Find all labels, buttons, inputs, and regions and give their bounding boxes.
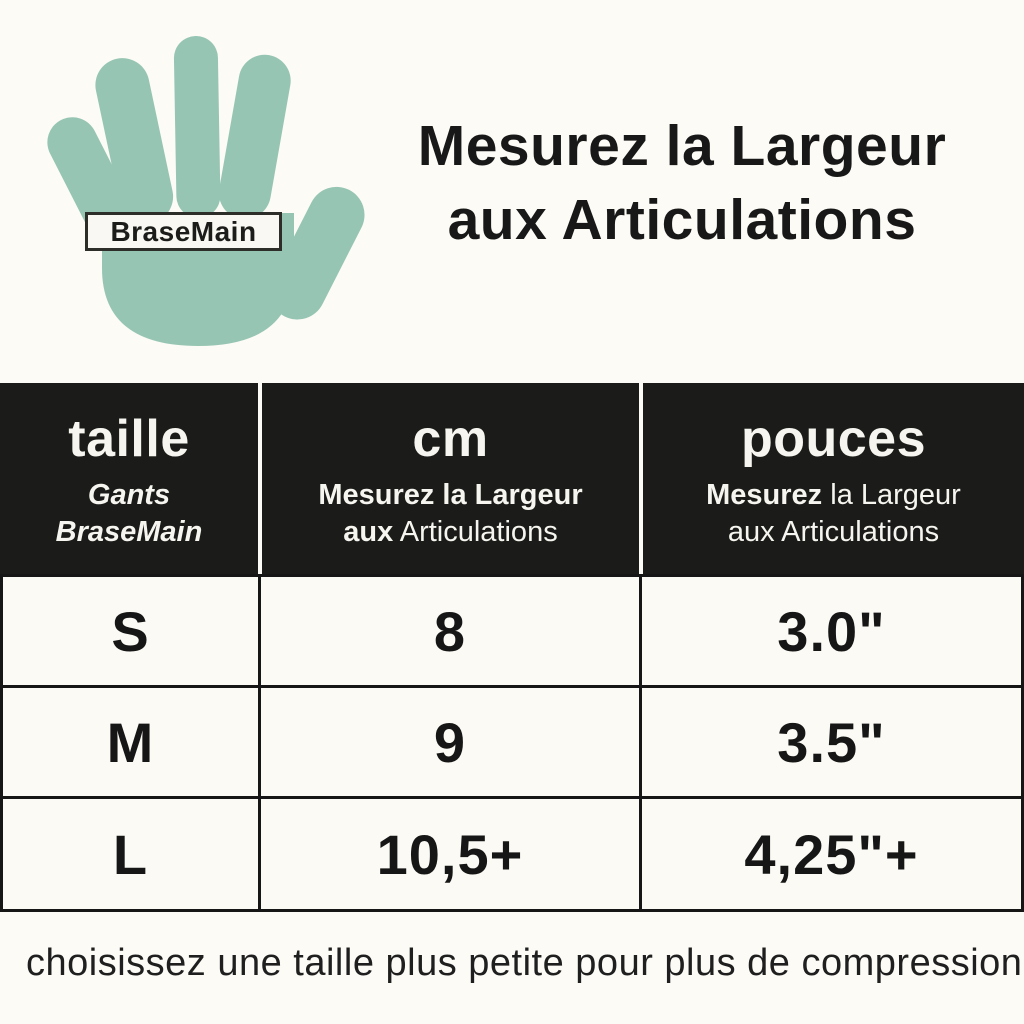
size-table bbox=[0, 383, 1024, 912]
header-taille-sub-line2: BraseMain bbox=[55, 515, 203, 548]
cell-pouces-m: 3.5" bbox=[639, 688, 1021, 796]
header-taille bbox=[0, 383, 258, 574]
title-line2: aux Articulations bbox=[447, 187, 917, 252]
hand-graphic bbox=[40, 28, 380, 358]
cell-cm-m: 9 bbox=[258, 688, 639, 796]
header-pouces bbox=[639, 383, 1024, 574]
cell-cm-l: 10,5+ bbox=[258, 799, 639, 909]
cell-size-l: L bbox=[112, 822, 149, 886]
title-line1: Mesurez la Largeur bbox=[417, 114, 947, 178]
hand-icon bbox=[40, 28, 380, 358]
brand-name: BraseMain bbox=[110, 215, 257, 247]
cell-pouces-s: 3.0" bbox=[639, 577, 1021, 685]
brand-badge bbox=[85, 212, 282, 251]
header-pouces-label: pouces bbox=[740, 410, 927, 469]
table-body bbox=[0, 574, 1024, 912]
header-cm-sub-line2: aux Articulations bbox=[343, 515, 558, 548]
cell-pouces-l: 4,25"+ bbox=[639, 799, 1021, 909]
table-row-m bbox=[3, 685, 1021, 796]
table-header-row bbox=[0, 383, 1024, 574]
cell-size-m: M bbox=[106, 710, 155, 774]
footnote: choisissez une taille plus petite pour plus de compression bbox=[26, 942, 1023, 984]
header-cm-sub-line1: Mesurez la Largeur bbox=[318, 478, 583, 511]
header-taille-label: taille bbox=[68, 410, 190, 469]
header-pouces-sub-line2: aux Articulations bbox=[727, 515, 940, 548]
table-row-s bbox=[3, 574, 1021, 685]
page-title bbox=[340, 110, 1024, 257]
header-pouces-sub-line1: Mesurez la Largeur bbox=[706, 478, 961, 511]
header-cm-label: cm bbox=[412, 410, 489, 469]
cell-size-s: S bbox=[111, 599, 150, 663]
header-cm bbox=[258, 383, 639, 574]
cell-cm-s: 8 bbox=[258, 577, 639, 685]
header-taille-sub-line1: Gants bbox=[87, 478, 171, 511]
table-row-l bbox=[3, 796, 1021, 909]
